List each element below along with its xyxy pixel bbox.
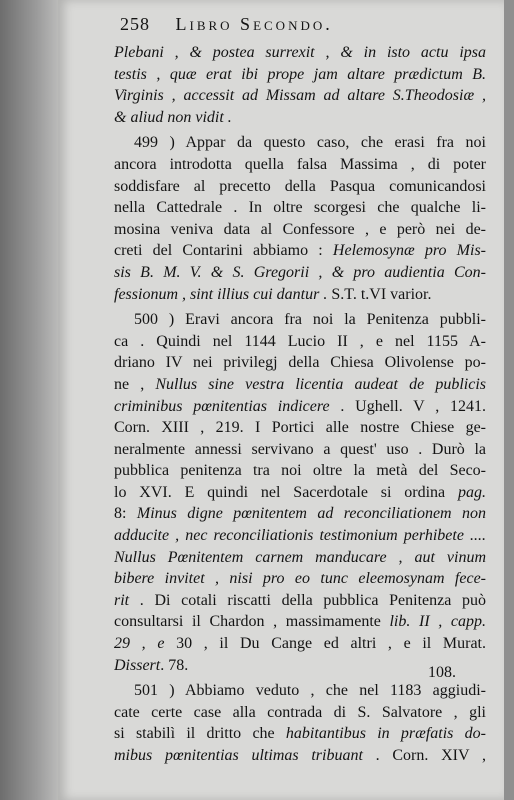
- text-line: [114, 611, 486, 633]
- text-segment: . Di cotali riscatti della pubblica Penitenza può: [129, 591, 486, 609]
- text-line: [114, 525, 486, 547]
- text-line: [114, 107, 486, 129]
- text-segment: mosina veniva data al Confessore , e però nei de-: [114, 220, 486, 238]
- text-line: [114, 503, 486, 525]
- text-segment: Corn. XIII , 219. I Portici alle nostre Chiese ge-: [114, 419, 486, 437]
- text-segment: . 78.: [160, 656, 189, 674]
- text-segment: Virginis , accessit ad Missam ad altare S.Theodosiæ ,: [114, 87, 486, 105]
- text-segment: nella Cattedrale . In oltre scorgesi che qualche li-: [114, 199, 486, 217]
- text-segment: testis , quæ erat ibi prope jam altare prædictum B.: [114, 65, 486, 83]
- text-line: [114, 702, 486, 724]
- text-segment: pag.: [458, 483, 486, 501]
- text-line: [114, 197, 486, 219]
- text-line: [114, 42, 486, 64]
- running-title: Libro Secondo.: [175, 14, 333, 34]
- text-line: [114, 64, 486, 86]
- text-segment: 500 ) Eravi ancora fra noi la Penitenza pubbli-: [134, 311, 486, 329]
- text-segment: 499 ) Appar da questo caso, che erasi fra noi: [134, 134, 486, 152]
- text-line: [114, 309, 486, 331]
- text-segment: & aliud non vidit .: [114, 108, 232, 126]
- text-segment: lo XVI. E quindi nel Sacerdotale si ordina: [114, 483, 458, 501]
- text-segment: neralmente annessi servivano a quest' uso . Durò la: [114, 440, 486, 458]
- text-line: [114, 85, 486, 107]
- text-line: [114, 219, 486, 241]
- text-line: [114, 331, 486, 353]
- text-line: [114, 680, 486, 702]
- text-segment: Nullus Pœnitentem carnem manducare , aut vinum: [114, 548, 486, 566]
- text-line: [114, 262, 486, 284]
- text-segment: ca . Quindi nel 1144 Lucio II , e nel 1155 A-: [114, 332, 486, 350]
- text-line: [114, 439, 486, 461]
- text-segment: 8:: [114, 505, 137, 523]
- text-segment: lib. II , capp.: [389, 613, 486, 631]
- text-segment: . Ughell. V , 1241.: [329, 397, 486, 415]
- text-segment: driano IV nei privilegj della Chiesa Olivolense po-: [114, 354, 486, 372]
- text-line: [114, 745, 486, 767]
- text-line: [114, 396, 486, 418]
- text-line: [114, 176, 486, 198]
- text-segment: si stabilì il dritto che: [114, 725, 286, 743]
- page-number: 258: [120, 14, 150, 34]
- text-segment: 30 , il Du Cange ed altri , e il Murat.: [164, 635, 486, 653]
- text-line: [114, 568, 486, 590]
- text-segment: Dissert: [114, 656, 161, 674]
- text-line: [114, 460, 486, 482]
- text-segment: fessionum , sint illius cui dantur .: [114, 285, 328, 303]
- text-line: [114, 374, 486, 396]
- text-line: [114, 482, 486, 504]
- signature-mark: 108.: [428, 664, 456, 681]
- text-segment: Helemosynæ pro Mis-: [332, 242, 486, 260]
- text-segment: 501 ) Abbiamo veduto , che nel 1183 aggiudi-: [134, 682, 486, 700]
- text-line: [114, 154, 486, 176]
- text-segment: ne ,: [114, 375, 156, 393]
- text-segment: pubblica penitenza tra noi oltre la metà del Seco-: [114, 462, 486, 480]
- text-segment: . Corn. XIV ,: [362, 747, 486, 764]
- running-header: [120, 14, 460, 38]
- text-line: [114, 633, 486, 655]
- text-segment: bibere invitet , nisi pro eo tunc eleemosynam fece-: [114, 570, 486, 588]
- text-segment: cate certe case alla contrada di S. Salvatore , gli: [114, 703, 486, 721]
- text-segment: creti del Contarini abbiamo :: [114, 242, 333, 260]
- text-segment: soddisfare al precetto della Pasqua comunicandosi: [114, 177, 486, 195]
- book-gutter: [0, 0, 60, 800]
- text-block: [114, 42, 486, 767]
- text-segment: Plebani , & postea surrexit , & in isto actu ipsa: [114, 44, 486, 61]
- text-segment: ancora introdotta quella falsa Massima , di poter: [114, 155, 486, 173]
- text-line: [114, 352, 486, 374]
- text-segment: mibus pœnitentias ultimas tribuant: [114, 747, 363, 764]
- text-line: [114, 240, 486, 262]
- text-line: [114, 284, 486, 306]
- text-segment: sis B. M. V. & S. Gregorii , & pro audientia Con-: [114, 263, 486, 281]
- text-segment: consultarsi il Chardon , massimamente: [114, 613, 390, 631]
- text-line: [114, 723, 486, 745]
- text-segment: habitantibus in præfatis do-: [285, 725, 486, 743]
- text-segment: 29 , e: [114, 635, 165, 653]
- text-segment: Nullus sine vestra licentia audeat de publicis: [155, 375, 486, 393]
- text-line: [114, 547, 486, 569]
- text-segment: adducite , nec reconciliationis testimonium perhibete ....: [114, 527, 486, 545]
- text-segment: S.T. t.VI varior.: [327, 285, 432, 303]
- text-segment: Minus digne pœnitentem ad reconciliationem non: [136, 505, 486, 523]
- text-line: [114, 132, 486, 154]
- text-line: [114, 417, 486, 439]
- text-segment: criminibus pœnitentias indicere: [114, 397, 330, 415]
- text-line: [114, 590, 486, 612]
- text-segment: rit: [114, 591, 130, 609]
